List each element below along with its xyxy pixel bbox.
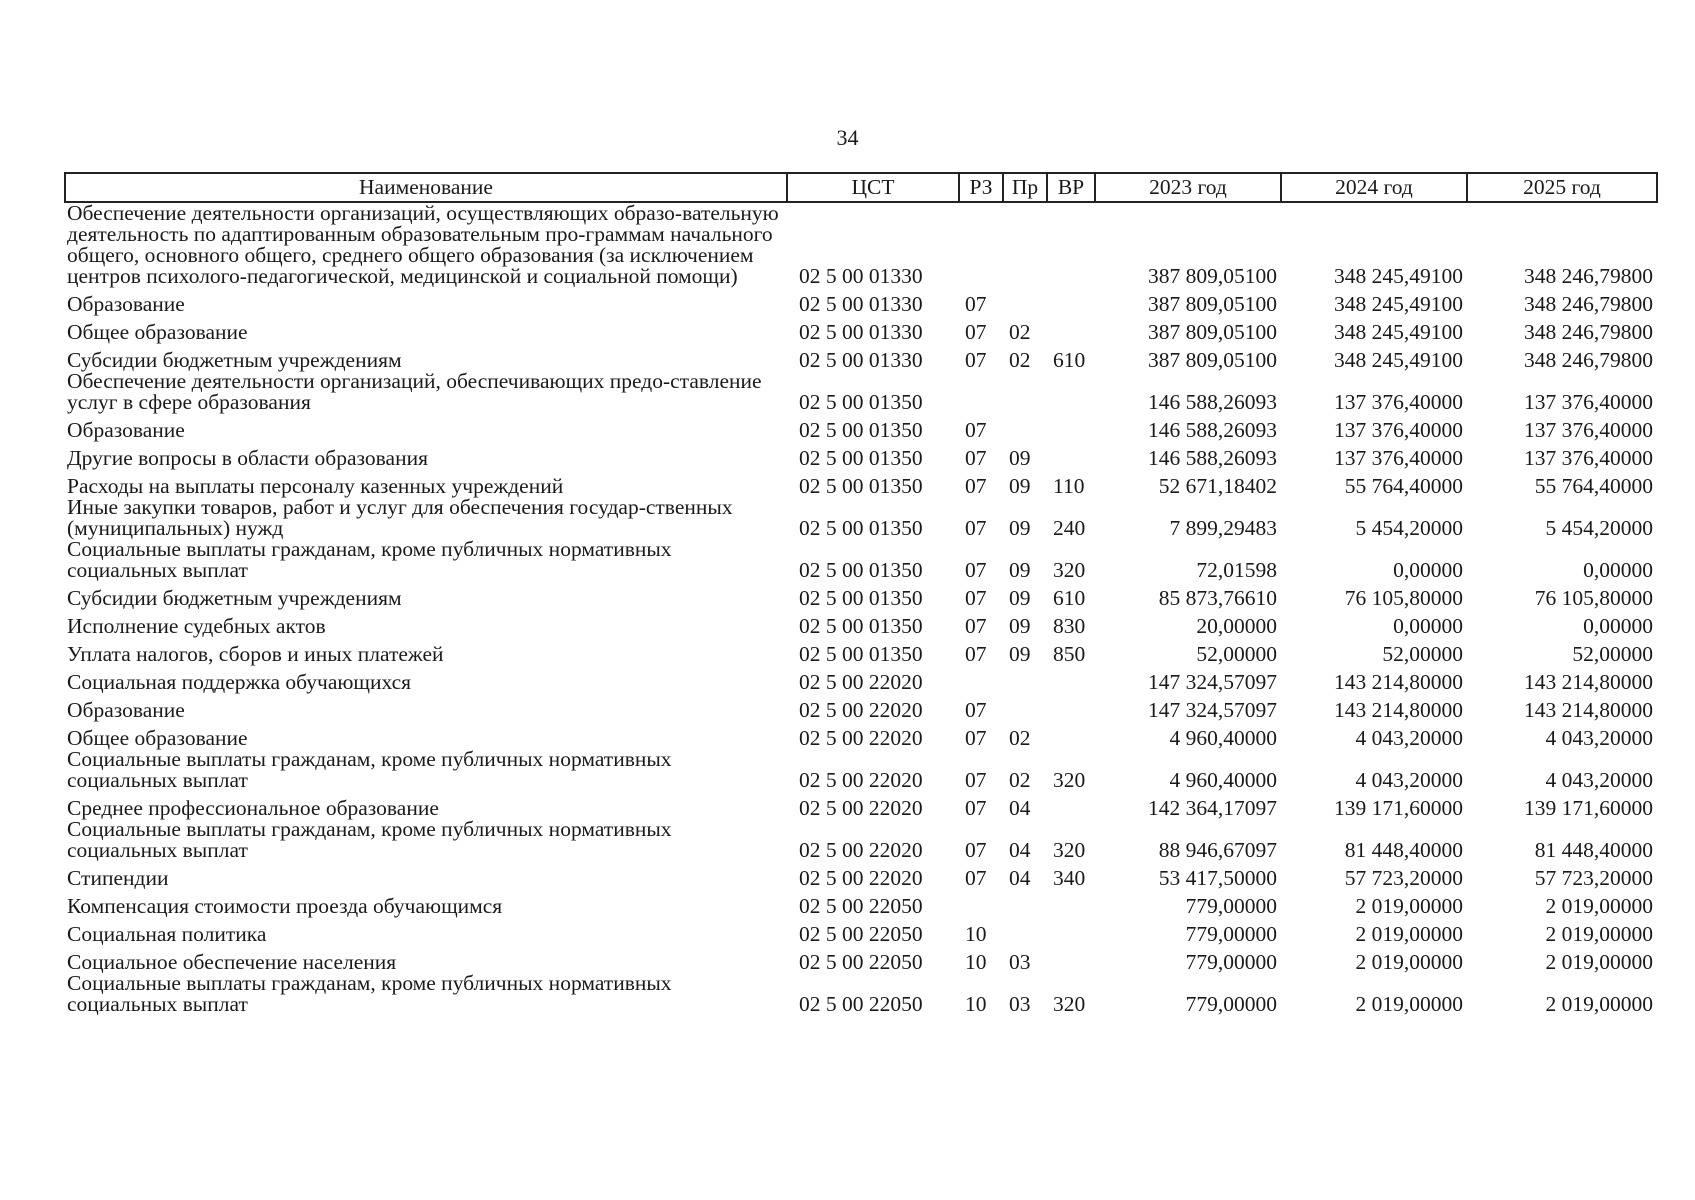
cell-rz: 07 xyxy=(965,838,987,862)
cell-rz: 07 xyxy=(965,516,987,540)
table-row xyxy=(65,497,1657,539)
cell-pr xyxy=(1003,413,1047,441)
table-row xyxy=(65,581,1657,609)
cell-cst: 02 5 00 22020 xyxy=(799,838,923,862)
cell-name: Среднее профессиональное образование xyxy=(67,796,439,820)
cell-2025: 76 105,80000 xyxy=(1534,586,1653,610)
cell-2024: 57 723,20000 xyxy=(1344,866,1463,890)
cell-2023: 779,00000 xyxy=(1185,950,1277,974)
cell-name: Обеспечение деятельности организаций, обеспечивающих предо-ставление услуг в сфере образования xyxy=(67,369,762,414)
table-row xyxy=(65,721,1657,749)
cell-2023: 779,00000 xyxy=(1185,992,1277,1016)
cell-vr: 340 xyxy=(1053,866,1086,890)
cell-2025: 2 019,00000 xyxy=(1545,992,1653,1016)
cell-cst: 02 5 00 01350 xyxy=(799,558,923,582)
table-row xyxy=(65,665,1657,693)
table-row xyxy=(65,861,1657,889)
cell-cst: 02 5 00 22020 xyxy=(799,698,923,722)
cell-2025: 4 043,20000 xyxy=(1545,768,1653,792)
cell-rz: 10 xyxy=(965,922,987,946)
cell-2024: 348 245,49100 xyxy=(1334,320,1463,344)
cell-pr: 03 xyxy=(1009,950,1031,974)
cell-2024: 5 454,20000 xyxy=(1355,516,1463,540)
cell-2025: 4 043,20000 xyxy=(1545,726,1653,750)
cell-vr xyxy=(1047,202,1095,287)
cell-name: Другие вопросы в области образования xyxy=(67,446,428,470)
cell-rz: 10 xyxy=(965,992,987,1016)
header-pr: Пр xyxy=(1003,173,1047,202)
cell-vr xyxy=(1047,917,1095,945)
cell-2023: 387 809,05100 xyxy=(1148,348,1277,372)
cell-2025: 137 376,40000 xyxy=(1524,418,1653,442)
cell-2023: 4 960,40000 xyxy=(1169,726,1277,750)
cell-vr: 110 xyxy=(1053,474,1085,498)
cell-2023: 146 588,26093 xyxy=(1148,390,1277,414)
table-body xyxy=(65,202,1657,1015)
header-rz: РЗ xyxy=(959,173,1003,202)
cell-vr xyxy=(1047,413,1095,441)
cell-2024: 0,00000 xyxy=(1393,558,1463,582)
cell-2025: 2 019,00000 xyxy=(1545,950,1653,974)
cell-rz: 07 xyxy=(965,726,987,750)
cell-vr: 850 xyxy=(1053,642,1086,666)
cell-name: Социальные выплаты гражданам, кроме публичных нормативных социальных выплат xyxy=(67,817,672,862)
cell-name: Образование xyxy=(67,418,185,442)
cell-2025: 2 019,00000 xyxy=(1545,922,1653,946)
table-row xyxy=(65,287,1657,315)
cell-vr: 320 xyxy=(1053,838,1086,862)
cell-pr: 09 xyxy=(1009,446,1031,470)
table-row xyxy=(65,371,1657,413)
cell-cst: 02 5 00 22050 xyxy=(799,992,923,1016)
cell-name: Субсидии бюджетным учреждениям xyxy=(67,348,402,372)
cell-vr: 830 xyxy=(1053,614,1086,638)
cell-2023: 72,01598 xyxy=(1196,558,1277,582)
table-row xyxy=(65,637,1657,665)
cell-2024: 348 245,49100 xyxy=(1334,348,1463,372)
cell-cst: 02 5 00 01330 xyxy=(799,292,923,316)
cell-pr: 09 xyxy=(1009,516,1031,540)
cell-cst: 02 5 00 22050 xyxy=(799,922,923,946)
table-row xyxy=(65,819,1657,861)
cell-pr: 02 xyxy=(1009,348,1031,372)
cell-2024: 137 376,40000 xyxy=(1334,446,1463,470)
cell-vr xyxy=(1047,791,1095,819)
cell-pr: 04 xyxy=(1009,866,1031,890)
cell-2025: 348 246,79800 xyxy=(1524,348,1653,372)
cell-cst: 02 5 00 01350 xyxy=(799,474,923,498)
cell-vr: 320 xyxy=(1053,768,1086,792)
cell-cst: 02 5 00 01350 xyxy=(799,586,923,610)
table-row xyxy=(65,413,1657,441)
cell-2024: 143 214,80000 xyxy=(1334,670,1463,694)
cell-vr xyxy=(1047,721,1095,749)
cell-cst: 02 5 00 22020 xyxy=(799,768,923,792)
cell-2025: 57 723,20000 xyxy=(1534,866,1653,890)
cell-name: Социальные выплаты гражданам, кроме публичных нормативных социальных выплат xyxy=(67,971,672,1016)
cell-pr xyxy=(1003,665,1047,693)
cell-vr xyxy=(1047,693,1095,721)
cell-pr xyxy=(1003,917,1047,945)
cell-name: Уплата налогов, сборов и иных платежей xyxy=(67,642,444,666)
cell-name: Социальные выплаты гражданам, кроме публичных нормативных социальных выплат xyxy=(67,537,672,582)
cell-name: Образование xyxy=(67,698,185,722)
cell-name: Социальное обеспечение населения xyxy=(67,950,397,974)
header-row xyxy=(65,173,1657,202)
cell-cst: 02 5 00 22020 xyxy=(799,670,923,694)
cell-vr: 610 xyxy=(1053,586,1086,610)
cell-cst: 02 5 00 01350 xyxy=(799,390,923,414)
cell-2024: 137 376,40000 xyxy=(1334,390,1463,414)
cell-cst: 02 5 00 01350 xyxy=(799,418,923,442)
cell-2023: 52 671,18402 xyxy=(1158,474,1277,498)
header-vr: ВР xyxy=(1047,173,1095,202)
table-row xyxy=(65,945,1657,973)
header-2023: 2023 год xyxy=(1095,173,1281,202)
cell-cst: 02 5 00 01350 xyxy=(799,642,923,666)
cell-2023: 88 946,67097 xyxy=(1158,838,1277,862)
table-row xyxy=(65,441,1657,469)
cell-2025: 348 246,79800 xyxy=(1524,292,1653,316)
table-row xyxy=(65,343,1657,371)
table-row xyxy=(65,693,1657,721)
cell-pr: 09 xyxy=(1009,614,1031,638)
cell-2024: 143 214,80000 xyxy=(1334,698,1463,722)
cell-pr: 02 xyxy=(1009,726,1031,750)
cell-rz: 07 xyxy=(965,558,987,582)
cell-2024: 76 105,80000 xyxy=(1344,586,1463,610)
cell-pr: 03 xyxy=(1009,992,1031,1016)
page-number: 34 xyxy=(836,125,859,150)
cell-2025: 81 448,40000 xyxy=(1534,838,1653,862)
cell-cst: 02 5 00 01350 xyxy=(799,516,923,540)
cell-2023: 147 324,57097 xyxy=(1148,698,1277,722)
cell-name: Исполнение судебных актов xyxy=(67,614,326,638)
header-name: Наименование xyxy=(65,173,787,202)
header-2024: 2024 год xyxy=(1281,173,1467,202)
cell-vr xyxy=(1047,287,1095,315)
table-row xyxy=(65,973,1657,1015)
cell-vr: 610 xyxy=(1053,348,1086,372)
cell-2023: 146 588,26093 xyxy=(1148,418,1277,442)
cell-2023: 7 899,29483 xyxy=(1169,516,1277,540)
cell-rz: 07 xyxy=(965,418,987,442)
cell-cst: 02 5 00 01350 xyxy=(799,446,923,470)
cell-rz xyxy=(959,202,1003,287)
cell-2025: 55 764,40000 xyxy=(1534,474,1653,498)
cell-2023: 779,00000 xyxy=(1185,922,1277,946)
cell-pr xyxy=(1003,889,1047,917)
cell-name: Субсидии бюджетным учреждениям xyxy=(67,586,402,610)
table-row xyxy=(65,609,1657,637)
cell-2024: 2 019,00000 xyxy=(1355,894,1463,918)
cell-2024: 4 043,20000 xyxy=(1355,768,1463,792)
table-row xyxy=(65,202,1657,287)
cell-rz: 10 xyxy=(965,950,987,974)
cell-2023: 85 873,76610 xyxy=(1158,586,1277,610)
cell-rz: 07 xyxy=(965,320,987,344)
cell-2023: 4 960,40000 xyxy=(1169,768,1277,792)
cell-name: Социальная политика xyxy=(67,922,267,946)
cell-2023: 146 588,26093 xyxy=(1148,446,1277,470)
cell-name: Общее образование xyxy=(67,320,248,344)
cell-pr: 02 xyxy=(1009,768,1031,792)
cell-2025: 143 214,80000 xyxy=(1524,670,1653,694)
cell-vr xyxy=(1047,665,1095,693)
cell-vr xyxy=(1047,371,1095,413)
cell-vr xyxy=(1047,945,1095,973)
cell-2025: 348 246,79800 xyxy=(1524,264,1653,288)
cell-2024: 52,00000 xyxy=(1382,642,1463,666)
cell-2025: 143 214,80000 xyxy=(1524,698,1653,722)
cell-2024: 2 019,00000 xyxy=(1355,922,1463,946)
cell-name: Иные закупки товаров, работ и услуг для обеспечения государ-ственных (муниципальных) нужд xyxy=(67,495,733,540)
table-row xyxy=(65,889,1657,917)
table-row xyxy=(65,749,1657,791)
cell-rz: 07 xyxy=(965,796,987,820)
cell-name: Компенсация стоимости проезда обучающимся xyxy=(67,894,503,918)
cell-2023: 779,00000 xyxy=(1185,894,1277,918)
cell-pr: 09 xyxy=(1009,586,1031,610)
cell-2025: 137 376,40000 xyxy=(1524,446,1653,470)
cell-rz xyxy=(959,371,1003,413)
cell-vr xyxy=(1047,889,1095,917)
cell-cst: 02 5 00 22020 xyxy=(799,726,923,750)
table-row xyxy=(65,917,1657,945)
cell-pr xyxy=(1003,287,1047,315)
cell-2025: 0,00000 xyxy=(1583,614,1653,638)
cell-rz: 07 xyxy=(965,698,987,722)
table-header xyxy=(65,173,1657,202)
cell-2025: 2 019,00000 xyxy=(1545,894,1653,918)
cell-pr: 09 xyxy=(1009,558,1031,582)
cell-2023: 53 417,50000 xyxy=(1158,866,1277,890)
cell-cst: 02 5 00 01330 xyxy=(799,348,923,372)
cell-pr xyxy=(1003,371,1047,413)
cell-vr: 240 xyxy=(1053,516,1086,540)
cell-rz: 07 xyxy=(965,614,987,638)
cell-rz: 07 xyxy=(965,474,987,498)
cell-cst: 02 5 00 22050 xyxy=(799,894,923,918)
cell-vr: 320 xyxy=(1053,992,1086,1016)
cell-rz: 07 xyxy=(965,292,987,316)
cell-2023: 142 364,17097 xyxy=(1148,796,1277,820)
cell-pr: 09 xyxy=(1009,474,1031,498)
cell-2024: 2 019,00000 xyxy=(1355,992,1463,1016)
cell-name: Общее образование xyxy=(67,726,248,750)
cell-2023: 387 809,05100 xyxy=(1148,320,1277,344)
cell-pr xyxy=(1003,693,1047,721)
cell-rz: 07 xyxy=(965,446,987,470)
cell-rz: 07 xyxy=(965,866,987,890)
cell-name: Стипендии xyxy=(67,866,169,890)
cell-name: Образование xyxy=(67,292,185,316)
cell-rz xyxy=(959,889,1003,917)
cell-cst: 02 5 00 01330 xyxy=(799,320,923,344)
cell-vr: 320 xyxy=(1053,558,1086,582)
cell-vr xyxy=(1047,441,1095,469)
cell-2025: 0,00000 xyxy=(1583,558,1653,582)
table-row xyxy=(65,539,1657,581)
cell-2024: 137 376,40000 xyxy=(1334,418,1463,442)
cell-pr: 04 xyxy=(1009,796,1031,820)
cell-2024: 0,00000 xyxy=(1393,614,1463,638)
budget-table xyxy=(64,172,1658,1015)
cell-name: Социальная поддержка обучающихся xyxy=(67,670,412,694)
cell-name: Социальные выплаты гражданам, кроме публичных нормативных социальных выплат xyxy=(67,747,672,792)
cell-2023: 387 809,05100 xyxy=(1148,292,1277,316)
cell-2024: 348 245,49100 xyxy=(1334,264,1463,288)
cell-pr: 04 xyxy=(1009,838,1031,862)
cell-rz: 07 xyxy=(965,768,987,792)
cell-2024: 81 448,40000 xyxy=(1344,838,1463,862)
cell-rz xyxy=(959,665,1003,693)
cell-pr: 02 xyxy=(1009,320,1031,344)
cell-rz: 07 xyxy=(965,348,987,372)
cell-pr xyxy=(1003,202,1047,287)
cell-2025: 139 171,60000 xyxy=(1524,796,1653,820)
cell-2024: 4 043,20000 xyxy=(1355,726,1463,750)
cell-rz: 07 xyxy=(965,586,987,610)
cell-2023: 20,00000 xyxy=(1196,614,1277,638)
cell-2025: 348 246,79800 xyxy=(1524,320,1653,344)
cell-2025: 52,00000 xyxy=(1572,642,1653,666)
cell-2024: 348 245,49100 xyxy=(1334,292,1463,316)
cell-2023: 387 809,05100 xyxy=(1148,264,1277,288)
cell-cst: 02 5 00 22020 xyxy=(799,866,923,890)
cell-2023: 147 324,57097 xyxy=(1148,670,1277,694)
cell-pr: 09 xyxy=(1009,642,1031,666)
cell-2024: 139 171,60000 xyxy=(1334,796,1463,820)
cell-name: Обеспечение деятельности организаций, осуществляющих образо-вательную деятельность по адаптированным образовательным про-граммам начального общего, основного общего, среднего общего образования (за исключением центров психолого-педагогической, медицинской и социальной помощи) xyxy=(67,201,779,288)
cell-2024: 55 764,40000 xyxy=(1344,474,1463,498)
table-row xyxy=(65,469,1657,497)
cell-2025: 5 454,20000 xyxy=(1545,516,1653,540)
cell-cst: 02 5 00 22020 xyxy=(799,796,923,820)
header-cst: ЦСТ xyxy=(787,173,959,202)
cell-cst: 02 5 00 22050 xyxy=(799,950,923,974)
table-row xyxy=(65,791,1657,819)
cell-2024: 2 019,00000 xyxy=(1355,950,1463,974)
cell-cst: 02 5 00 01350 xyxy=(799,614,923,638)
cell-cst: 02 5 00 01330 xyxy=(799,264,923,288)
header-2025: 2025 год xyxy=(1467,173,1657,202)
table-row xyxy=(65,315,1657,343)
cell-vr xyxy=(1047,315,1095,343)
cell-name: Расходы на выплаты персоналу казенных учреждений xyxy=(67,474,564,498)
cell-2023: 52,00000 xyxy=(1196,642,1277,666)
cell-rz: 07 xyxy=(965,642,987,666)
cell-2025: 137 376,40000 xyxy=(1524,390,1653,414)
